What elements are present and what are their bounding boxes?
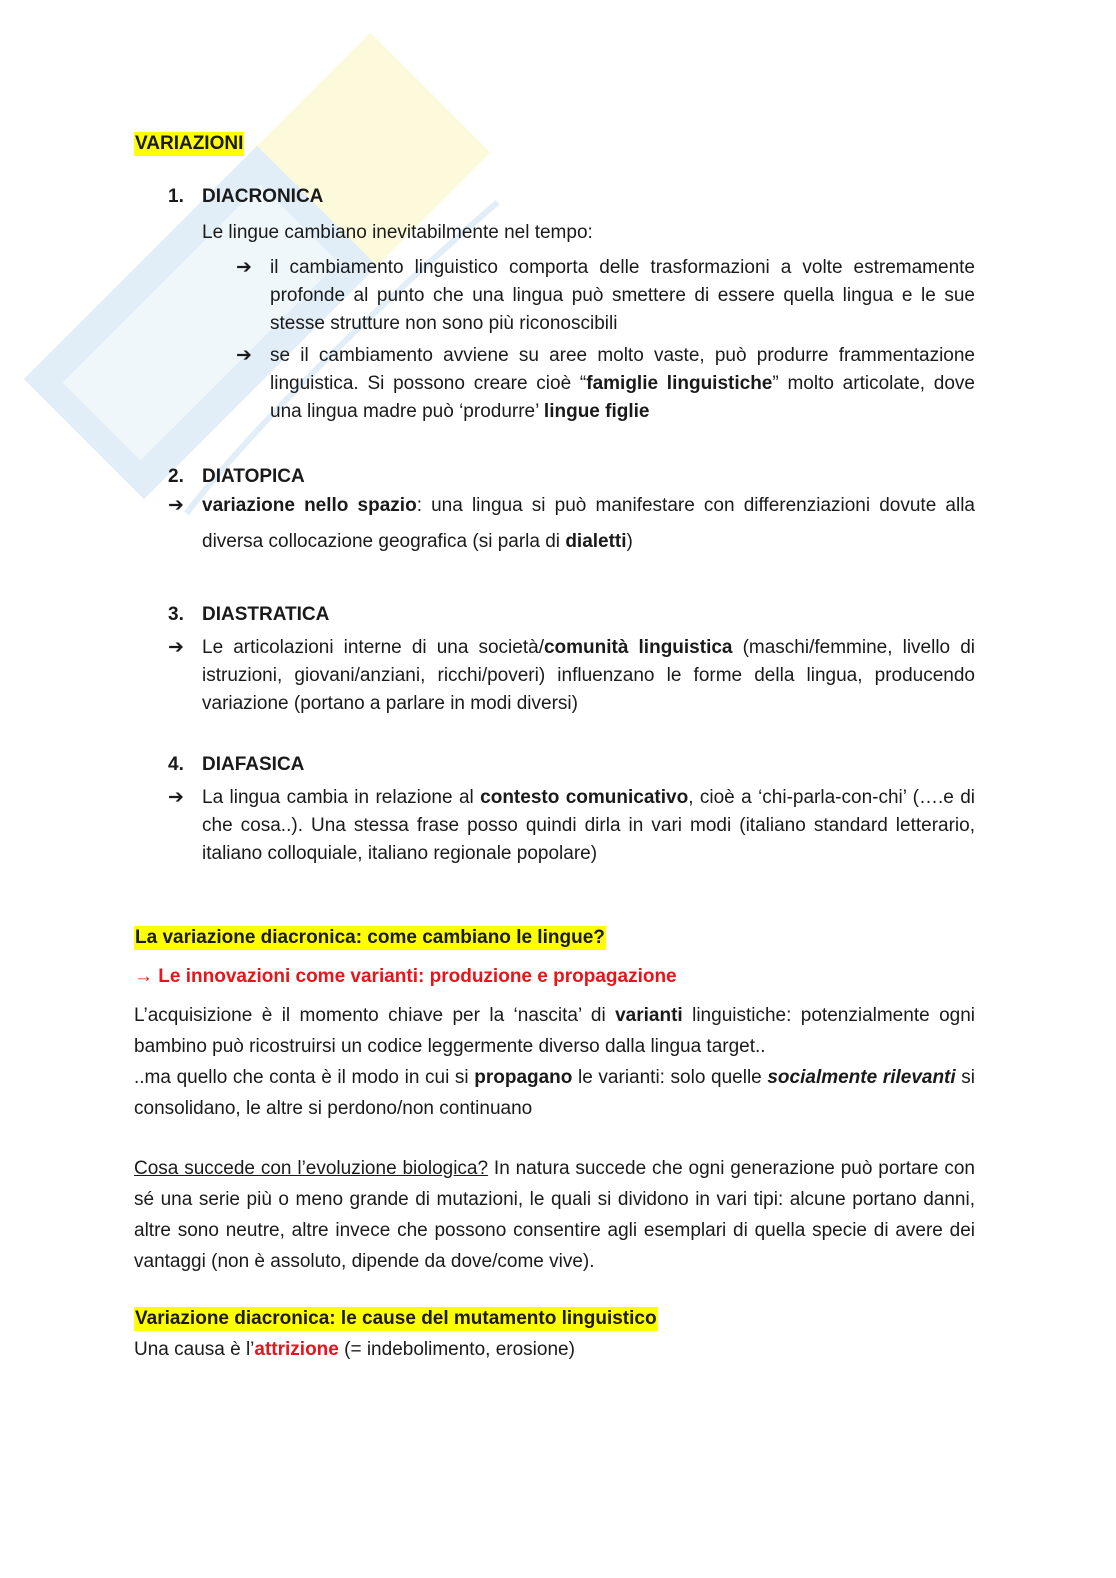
- text-segment: ..ma quello che conta è il modo in cui si: [134, 1067, 475, 1088]
- text-segment: si consolidano, le altre si perdono/non continuano: [134, 1067, 976, 1119]
- text-segment: La lingua cambia in relazione al: [202, 787, 481, 808]
- text-segment: il cambiamento linguistico comporta delle trasformazioni a volte estremamente profonde al punto che una lingua può smettere di essere quella lingua e le sue stesse strutture non sono più riconoscibili: [270, 257, 975, 334]
- text-segment: Una causa è l’: [134, 1339, 255, 1360]
- section-heading: DIASTRATICA: [202, 604, 330, 625]
- section-number: 2.: [168, 466, 184, 487]
- text-segment: (maschi/femmine, livello di istruzioni, giovani/anziani, ricchi/poveri) influenzano le forme della lingua, producendo variazione (portano a parlare in modi diversi): [202, 637, 975, 714]
- subsection-heading: La variazione diacronica: come cambiano le lingue?: [135, 927, 605, 948]
- bullet-text: [270, 342, 975, 426]
- arrow-icon: ➔: [168, 787, 184, 808]
- section-number: 3.: [168, 604, 184, 625]
- text-segment: Cosa succede con l’evoluzione biologica?: [134, 1158, 489, 1179]
- bold-text: variazione nello spazio: [202, 495, 417, 516]
- section-number: 4.: [168, 754, 184, 775]
- bold-text: dialetti: [565, 531, 627, 552]
- paragraph: [134, 1153, 975, 1277]
- text-segment: linguistiche: potenzialmente ogni bambino può ricostruirsi un codice leggermente diverso dalla lingua target..: [134, 1005, 975, 1057]
- text-segment: Le articolazioni interne di una società/: [202, 637, 544, 658]
- arrow-icon: ➔: [168, 495, 184, 516]
- bold-text: socialmente rilevanti: [767, 1067, 956, 1088]
- section-body: [202, 488, 975, 560]
- bold-text: contesto comunicativo: [480, 787, 689, 808]
- bold-text: famiglie linguistiche: [586, 373, 773, 394]
- section-heading: DIAFASICA: [202, 754, 305, 775]
- subsection-heading: Variazione diacronica: le cause del mutamento linguistico: [135, 1308, 657, 1329]
- section-number: 1.: [168, 186, 184, 207]
- section-heading: DIATOPICA: [202, 466, 305, 487]
- text-segment: le varianti: solo quelle: [572, 1067, 768, 1088]
- bold-text: propagano: [474, 1067, 573, 1088]
- section-intro: Le lingue cambiano inevitabilmente nel tempo:: [202, 222, 593, 243]
- text-segment: , cioè a ‘chi-parla-con-chi’ (….e di che cosa..). Una stessa frase posso quindi dirla in vari modi (italiano standard letterario, italiano colloquiale, italiano regionale popolare): [202, 787, 976, 864]
- bullet-text: [270, 254, 975, 338]
- arrow-icon: ➔: [236, 345, 252, 366]
- page-title: VARIAZIONI: [135, 133, 244, 154]
- text-segment: L’acquisizione è il momento chiave per la ‘nascita’ di: [134, 1005, 616, 1026]
- bold-text: lingue figlie: [543, 401, 650, 422]
- section-body: [202, 634, 975, 718]
- bold-text: attrizione: [254, 1339, 339, 1360]
- section-body: [202, 784, 975, 868]
- text-segment: : una lingua si può manifestare con differenziazioni dovute alla diversa collocazione geografica (si parla di: [202, 495, 975, 552]
- arrow-icon: ➔: [236, 257, 252, 278]
- arrow-icon: ➔: [168, 637, 184, 658]
- text-segment: ): [626, 531, 633, 552]
- bold-text: varianti: [615, 1005, 683, 1026]
- paragraph: [134, 1062, 975, 1124]
- bold-text: comunità linguistica: [543, 637, 733, 658]
- section-heading: DIACRONICA: [202, 186, 324, 207]
- text-segment: ” molto articolate, dove una lingua madre può ‘produrre’: [270, 373, 975, 422]
- text-segment: (= indebolimento, erosione): [338, 1339, 575, 1360]
- subsection-subheading: → Le innovazioni come varianti: produzione e propagazione: [134, 966, 677, 987]
- paragraph: [134, 1000, 975, 1062]
- paragraph: [134, 1339, 975, 1361]
- text-segment: se il cambiamento avviene su aree molto vaste, può produrre frammentazione linguistica. Si possono creare cioè “: [270, 345, 975, 394]
- text-segment: In natura succede che ogni generazione può portare con sé una serie più o meno grande di mutazioni, le quali si dividono in vari tipi: alcune portano danni, altre sono neutre, altre invece che possono consentire agli esemplari di quella specie di avere dei vantaggi (non è assoluto, dipende da dove/come vive).: [134, 1158, 975, 1272]
